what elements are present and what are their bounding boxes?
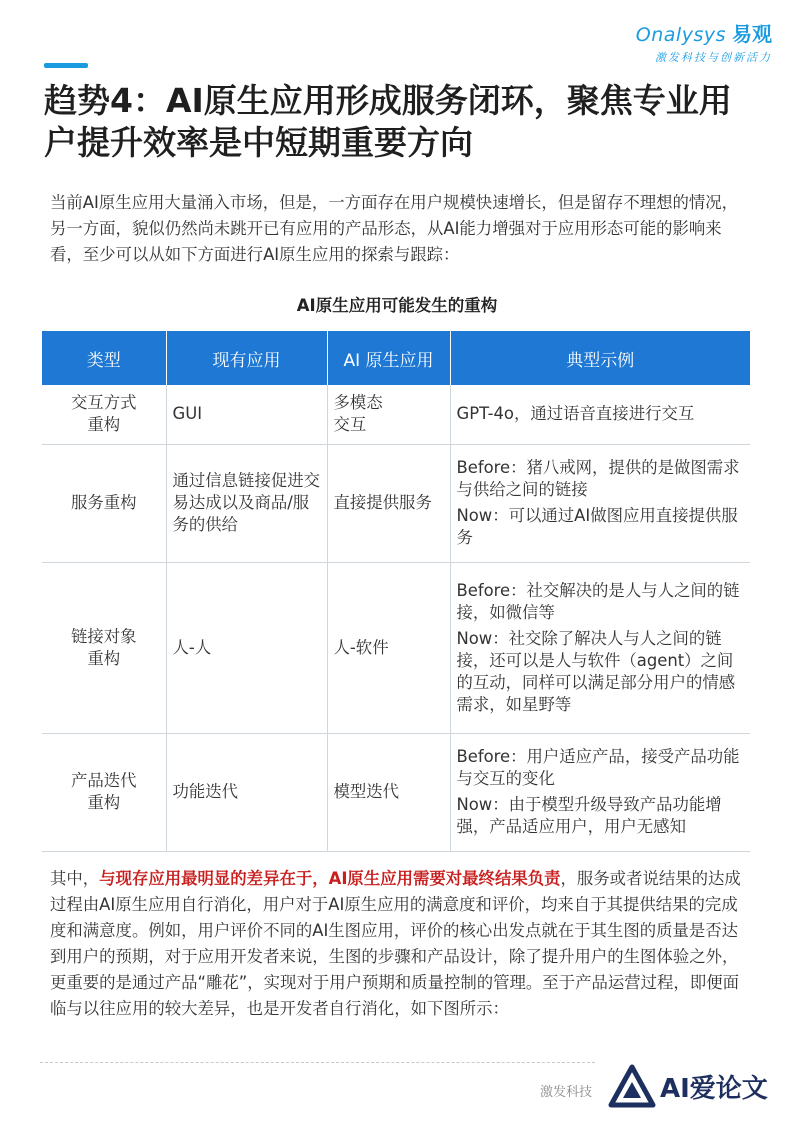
brand-tagline: 激发科技与创新活力 <box>655 51 772 64</box>
cell-existing: 功能迭代 <box>166 733 327 851</box>
example-before: Before：猪八戒网，提供的是做图需求与供给之间的链接 <box>456 458 740 499</box>
header-examples: 典型示例 <box>450 331 750 385</box>
cell-type: 服务重构 <box>42 444 166 562</box>
table-row <box>42 385 750 444</box>
footer-divider <box>40 1062 595 1063</box>
watermark-logo-icon <box>608 1064 656 1108</box>
table-row <box>42 444 750 562</box>
example-before: Before：用户适应产品，接受产品功能与交互的变化 <box>456 747 740 788</box>
table-title: AI原生应用可能发生的重构 <box>296 296 498 315</box>
cell-ai-native: 多模态 交互 <box>327 385 450 444</box>
example-text: GPT-4o，通过语音直接进行交互 <box>456 404 695 424</box>
page-title: 趋势4：AI原生应用形成服务闭环，聚焦专业用户提升效率是中短期重要方向 <box>44 81 732 162</box>
brand-logo <box>636 18 772 65</box>
cell-existing: 人-人 <box>166 562 327 733</box>
cell-ai-native: 模型迭代 <box>327 733 450 851</box>
cell-type: 链接对象 重构 <box>42 562 166 733</box>
cell-existing: 通过信息链接促进交易达成以及商品/服务的供给 <box>166 444 327 562</box>
cell-type: 产品迭代 重构 <box>42 733 166 851</box>
header-ai-native-app: AI 原生应用 <box>327 331 450 385</box>
cell-existing: GUI <box>166 385 327 444</box>
brand-name-cn: 易观 <box>732 22 772 46</box>
example-now: Now：可以通过AI做图应用直接提供服务 <box>456 506 738 547</box>
example-now: Now：社交除了解决人与人之间的链接，还可以是人与软件（agent）之间的互动，同样可以满足部分用户的情感需求，如星野等 <box>456 628 736 714</box>
body-lead: 其中， <box>50 869 100 888</box>
example-before: Before：社交解决的是人与人之间的链接，如微信等 <box>456 580 740 622</box>
cell-type: 交互方式 重构 <box>42 385 166 444</box>
body-paragraph <box>50 866 750 1022</box>
intro-paragraph: 当前AI原生应用大量涌入市场，但是，一方面存在用户规模快速增长，但是留存不理想的情况，另一方面，貌似仍然尚未跳开已有应用的产品形态，从AI能力增强对于应用形态可能的影响来看，至少可以从如下方面进行AI原生应用的探索与跟踪： <box>50 193 739 264</box>
body-rest: ，服务或者说结果的达成过程由AI原生应用自行消化，用户对于AI原生应用的满意度和评价，均来自于其提供结果的完成度和满意度。例如，用户评价不同的AI生图应用，评价的核心出发点就在于其生图的质量是否达到用户的预期，对于应用开发者来说，生图的步骤和产品设计，除了提升用户的生图体验之外，更重要的是通过产品“雕花”，实现对于用户预期和质量控制的管理。至于产品运营过程，即便面临与以往应用的较大差异，也是开发者自行消化，如下图所示： <box>50 869 741 1018</box>
title-accent-bar <box>44 63 88 68</box>
cell-examples <box>450 562 750 733</box>
table-row <box>42 733 750 851</box>
table-row <box>42 562 750 733</box>
table-header-row <box>42 331 750 385</box>
cell-examples <box>450 385 750 444</box>
cell-examples <box>450 733 750 851</box>
body-highlight: 与现存应用最明显的差异在于，AI原生应用需要对最终结果负责 <box>99 869 561 888</box>
example-now: Now：由于模型升级导致产品功能增强，产品适应用户，用户无感知 <box>456 795 722 836</box>
footer-tag: 激发科技 <box>540 1085 593 1100</box>
reconstruction-table <box>42 331 750 852</box>
cell-ai-native: 人-软件 <box>327 562 450 733</box>
watermark <box>608 1064 768 1108</box>
cell-examples <box>450 444 750 562</box>
header-type: 类型 <box>42 331 166 385</box>
cell-ai-native: 直接提供服务 <box>327 444 450 562</box>
header-existing-app: 现有应用 <box>166 331 327 385</box>
brand-name: Onalysys <box>635 24 726 46</box>
watermark-text: AI爱论文 <box>660 1073 768 1104</box>
